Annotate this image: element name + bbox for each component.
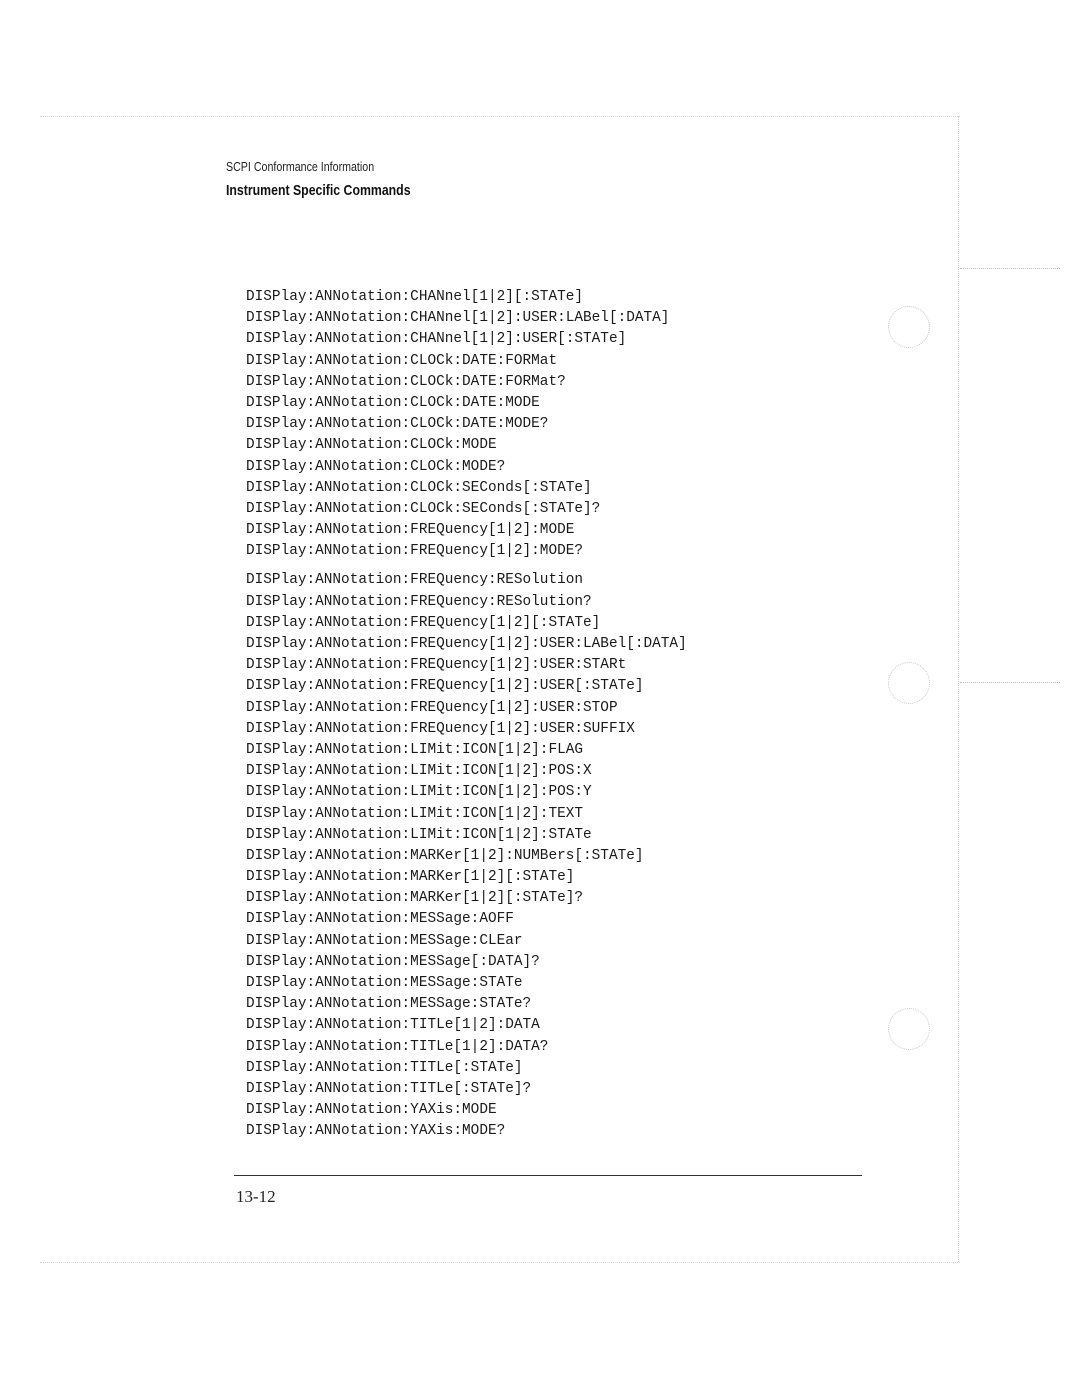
- command-item: DISPlay:ANNotation:FREQuency[1|2][:STATe]: [246, 613, 601, 631]
- command-list: [246, 286, 705, 1142]
- scan-edge-right: [958, 116, 959, 1262]
- page-number: 13-12: [236, 1187, 276, 1206]
- command-item: DISPlay:ANNotation:CHANnel[1|2]:USER[:STATe]: [246, 330, 627, 348]
- command-item: DISPlay:ANNotation:CHANnel[1|2][:STATe]: [246, 288, 584, 305]
- command-item: DISPlay:ANNotation:FREQuency[1|2]:MODE?: [246, 542, 584, 560]
- command-item: DISPlay:ANNotation:TITLe[:STATe]?: [246, 1079, 532, 1097]
- command-item: DISPlay:ANNotation:FREQuency[1|2]:USER[:STATe]: [246, 677, 644, 695]
- tab-divider-line: [960, 268, 1060, 269]
- section-title: Instrument Specific Commands: [226, 182, 411, 199]
- command-item: DISPlay:ANNotation:MESSage:CLEar: [246, 931, 523, 949]
- command-item: DISPlay:ANNotation:FREQuency[1|2]:USER:SUFFIX: [246, 719, 635, 737]
- scan-edge-bottom: [40, 1262, 960, 1263]
- command-item: DISPlay:ANNotation:MESSage:STATe?: [246, 995, 532, 1013]
- command-item: DISPlay:ANNotation:FREQuency[1|2]:USER:LABel[:DATA]: [246, 635, 687, 652]
- command-item: DISPlay:ANNotation:FREQuency:RESolution: [246, 571, 584, 589]
- command-item: DISPlay:ANNotation:CLOCk:DATE:MODE?: [246, 415, 549, 433]
- command-item: DISPlay:ANNotation:CLOCk:SEConds[:STATe]: [246, 478, 592, 496]
- command-item: DISPlay:ANNotation:CLOCk:DATE:FORMat: [246, 351, 558, 369]
- command-item: DISPlay:ANNotation:MESSage:AOFF: [246, 910, 514, 928]
- command-item: DISPlay:ANNotation:LIMit:ICON[1|2]:TEXT: [246, 804, 584, 822]
- command-item: DISPlay:ANNotation:CLOCk:DATE:MODE: [246, 393, 540, 411]
- command-item: DISPlay:ANNotation:LIMit:ICON[1|2]:STATe: [246, 825, 592, 843]
- command-item: DISPlay:ANNotation:MARKer[1|2][:STATe]: [246, 868, 575, 886]
- command-item: DISPlay:ANNotation:TITLe[1|2]:DATA: [246, 1016, 540, 1034]
- command-item: DISPlay:ANNotation:MESSage:STATe: [246, 974, 523, 991]
- command-item: DISPlay:ANNotation:MARKer[1|2][:STATe]?: [246, 889, 584, 907]
- command-item: DISPlay:ANNotation:YAXis:MODE: [246, 1101, 497, 1119]
- command-item: DISPlay:ANNotation:CHANnel[1|2]:USER:LABel[:DATA]: [246, 309, 670, 327]
- section-label: SCPI Conformance Information: [226, 159, 375, 174]
- command-item: DISPlay:ANNotation:CLOCk:SEConds[:STATe]?: [246, 499, 601, 517]
- command-item: DISPlay:ANNotation:MARKer[1|2]:NUMBers[:STATe]: [246, 846, 644, 864]
- command-item: DISPlay:ANNotation:TITLe[:STATe]: [246, 1058, 523, 1076]
- command-item: DISPlay:ANNotation:LIMit:ICON[1|2]:POS:X: [246, 762, 592, 780]
- command-item: DISPlay:ANNotation:CLOCk:MODE?: [246, 457, 506, 475]
- binder-hole: [888, 306, 930, 348]
- command-item: DISPlay:ANNotation:TITLe[1|2]:DATA?: [246, 1037, 549, 1055]
- command-item: DISPlay:ANNotation:FREQuency:RESolution?: [246, 592, 592, 610]
- scan-edge-top: [40, 116, 960, 117]
- command-item: DISPlay:ANNotation:FREQuency[1|2]:USER:STARt: [246, 656, 627, 674]
- command-item: DISPlay:ANNotation:LIMit:ICON[1|2]:FLAG: [246, 740, 584, 758]
- command-item: DISPlay:ANNotation:LIMit:ICON[1|2]:POS:Y: [246, 783, 592, 801]
- binder-hole: [888, 1008, 930, 1050]
- command-item: DISPlay:ANNotation:FREQuency[1|2]:USER:STOP: [246, 698, 618, 716]
- command-item: DISPlay:ANNotation:CLOCk:DATE:FORMat?: [246, 372, 566, 390]
- binder-hole: [888, 662, 930, 704]
- command-item: DISPlay:ANNotation:MESSage[:DATA]?: [246, 952, 540, 970]
- command-item: DISPlay:ANNotation:YAXis:MODE?: [246, 1122, 506, 1140]
- command-item: DISPlay:ANNotation:CLOCk:MODE: [246, 436, 497, 454]
- tab-divider-line: [960, 682, 1060, 683]
- command-item: DISPlay:ANNotation:FREQuency[1|2]:MODE: [246, 521, 575, 539]
- footer-rule: [234, 1175, 862, 1176]
